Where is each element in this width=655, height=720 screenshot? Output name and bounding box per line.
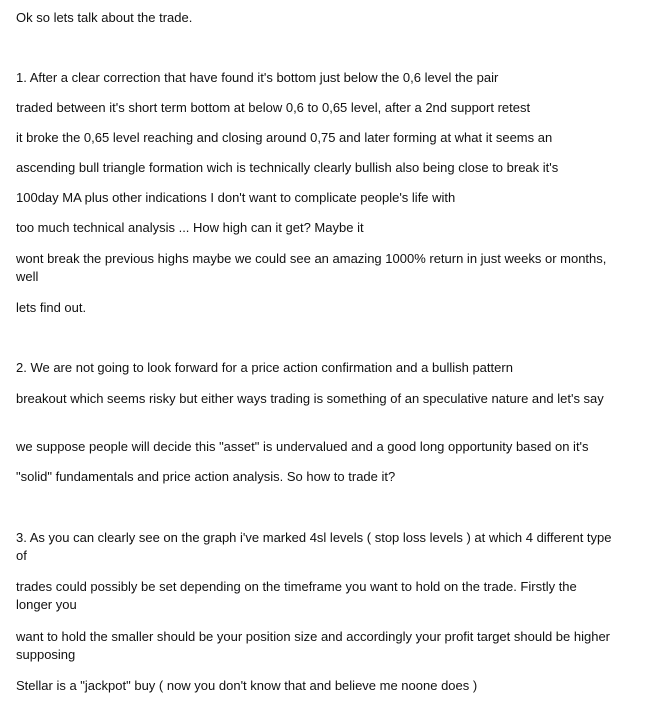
- text-line: Stellar is a "jackpot" buy ( now you don't know that and believe me noone does ): [16, 678, 478, 693]
- text-line: lets find out.: [16, 300, 87, 315]
- text-line: we suppose people will decide this "asset" is undervalued and a good long opportunity based on it's: [16, 439, 589, 454]
- text-line: trades could possibly be set depending on the timeframe you want to hold on the trade. Firstly the longer you: [16, 579, 577, 612]
- text-line: 100day MA plus other indications I don't want to complicate people's life with: [16, 190, 456, 205]
- text-line: traded between it's short term bottom at below 0,6 to 0,65 level, after a 2nd support retest: [16, 100, 531, 115]
- text-line: 2. We are not going to look forward for a price action confirmation and a bullish pattern: [16, 360, 513, 375]
- text-line: breakout which seems risky but either ways trading is something of an speculative nature and let's say: [16, 391, 604, 406]
- text-line: wont break the previous highs maybe we could see an amazing 1000% return in just weeks or months, well: [16, 251, 607, 284]
- text-line: 1. After a clear correction that have found it's bottom just below the 0,6 level the pair: [16, 70, 499, 85]
- text-line: it broke the 0,65 level reaching and closing around 0,75 and later forming at what it seems an: [16, 130, 553, 145]
- text-line: 3. As you can clearly see on the graph i've marked 4sl levels ( stop loss levels ) at which 4 different type of: [16, 530, 612, 563]
- text-line: too much technical analysis ... How high can it get? Maybe it: [16, 220, 364, 235]
- text-line: want to hold the smaller should be your position size and accordingly your profit target should be higher supposing: [16, 629, 611, 662]
- text-line: "solid" fundamentals and price action analysis. So how to trade it?: [16, 469, 396, 484]
- text-line: Ok so lets talk about the trade.: [16, 10, 193, 25]
- text-line: ascending bull triangle formation wich is technically clearly bullish also being close to break it's: [16, 160, 559, 175]
